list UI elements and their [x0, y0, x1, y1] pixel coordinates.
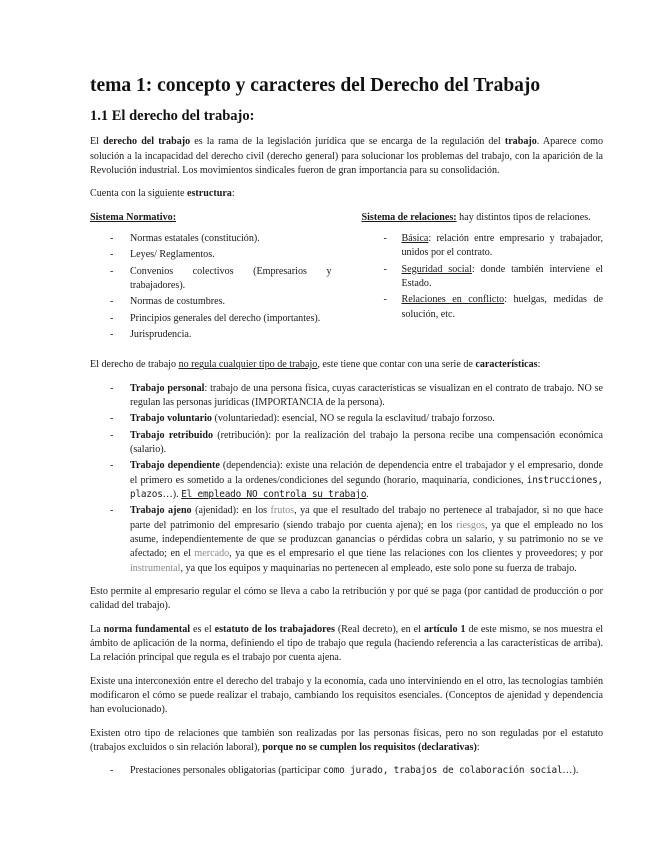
- relations-list: [362, 232, 604, 322]
- structure-columns: [90, 211, 603, 352]
- section-heading: 1.1 El derecho del trabajo:: [90, 108, 255, 125]
- characteristic-dependent: - Trabajo dependiente (dependencia): existe una relación de dependencia entre el trabajador y el empresario, donde el primero es sometido a la ordenes/condiciones del segundo (horario, maquinaria, condiciones, instrucciones, plazos…). El empleado NO controla su trabajo.: [110, 460, 603, 500]
- list-item: - Normas de costumbres.: [110, 296, 226, 308]
- characteristic-alien: - Trabajo ajeno (ajenidad): en los frutos, ya que el resultado del trabajo no pertenece al trabajador, si no que hace parte del patrimonio del empresario (siendo trabajo por cuenta ajena); en los riesgos, ya que el empleado no los asume, independientemente de que se produzcan ganancias o pérdidas cobra un salario, y su patrimonio no se ve afectado; en el mercado, ya que es el empresario el que tiene las relaciones con los clientes y proveedores; y por instrumental, ya que los equipos y maquinarias no pertenecen al empleado, este solo pone su fuerza de trabajo.: [110, 505, 603, 574]
- handwritten-note: instrucciones, plazos: [130, 474, 603, 500]
- characteristic-personal: - Trabajo personal: trabajo de una persona física, cuyas características se visualizan en el contrato de trabajo. NO se regulan las personas jurídicas (IMPORTANCIA de la persona).: [110, 382, 603, 408]
- handwritten-note: El empleado NO controla su trabajo: [181, 488, 367, 500]
- paragraph-excluded: Existen otro tipo de relaciones que también son realizadas por las personas físicas, pero no son reguladas por el estatuto (trabajos excluidos o sin relación laboral), porque no se cumplen los requisitos (declarativas):: [90, 727, 603, 753]
- characteristic-voluntary: - Trabajo voluntario (voluntariedad): esencial, NO se regula la esclavitud/ trabajo forzoso.: [110, 413, 495, 425]
- list-item: - Convenios colectivos (Empresarios y trabajadores).: [110, 265, 332, 292]
- paragraph-interconnection: Existe una interconexión entre el derecho del trabajo y la economía, cada uno interviniendo en el otro, las tecnologías también modificaron el cómo se puede realizar el trabajo, cambiando los requisitos esenciales. (Conceptos de ajenidad y dependencia han evolucionado).: [90, 675, 603, 716]
- list-item: - Leyes/ Reglamentos.: [110, 249, 215, 261]
- list-item: - Principios generales del derecho (importantes).: [110, 312, 321, 324]
- list-item: - Seguridad social: donde también interviene el Estado.: [383, 263, 603, 290]
- list-item: - Normas estatales (constitución).: [110, 233, 260, 245]
- paragraph-fundamental-norm: La norma fundamental es el estatuto de los trabajadores (Real decreto), en el artículo 1 de este mismo, se nos muestra el ámbito de aplicación de la norma, definiendo el tipo de trabajo que regula (haciendo referencia a las características de arriba). La relación principal que regula es el trabajo por cuenta ajena.: [90, 623, 604, 664]
- normative-list: [90, 232, 332, 342]
- normative-system-column: [90, 211, 332, 352]
- characteristics-list: [90, 382, 603, 576]
- list-item: - Básica: relación entre empresario y trabajador, unidos por el contrato.: [383, 233, 603, 259]
- paragraph-characteristics-intro: El derecho de trabajo no regula cualquier tipo de trabajo, este tiene que contar con una serie de características:: [90, 359, 541, 371]
- paragraph-structure: Cuenta con la siguiente estructura:: [90, 188, 235, 200]
- list-item: - Relaciones en conflicto: huelgas, medidas de solución, etc.: [383, 294, 603, 320]
- characteristic-paid: - Trabajo retribuido (retribución): por la realización del trabajo la persona recibe una compensación económica (salario).: [110, 429, 604, 455]
- handwritten-note: como jurado, trabajos de colaboración social: [322, 765, 563, 777]
- list-item: - Jurisprudencia.: [110, 329, 192, 340]
- page-title: tema 1: concepto y caracteres del Derecho del Trabajo: [90, 75, 541, 96]
- normative-system-title: Sistema Normativo:: [90, 211, 177, 223]
- paragraph-definition: El derecho del trabajo es la rama de la legislación jurídica que se encarga de la regulación del trabajo. Aparece como solución a la incapacidad del derecho civil (derecho general) para solucionar los problemas del trabajo, con la aparición de la Revolución industrial. Los movimientos sindicales fueron de gran importancia para su consolidación.: [90, 136, 604, 177]
- relations-system-column: [362, 211, 604, 352]
- excluded-list: [90, 764, 603, 778]
- paragraph-retribution: Esto permite al empresario regular el cómo se lleva a cabo la retribución y por qué se paga (por cantidad de producción o por calidad del trabajo).: [90, 585, 603, 612]
- list-item: - Prestaciones personales obligatorias (participar como jurado, trabajos de colaboración social…).: [110, 765, 579, 777]
- relations-system-title: Sistema de relaciones: hay distintos tipos de relaciones.: [361, 211, 591, 223]
